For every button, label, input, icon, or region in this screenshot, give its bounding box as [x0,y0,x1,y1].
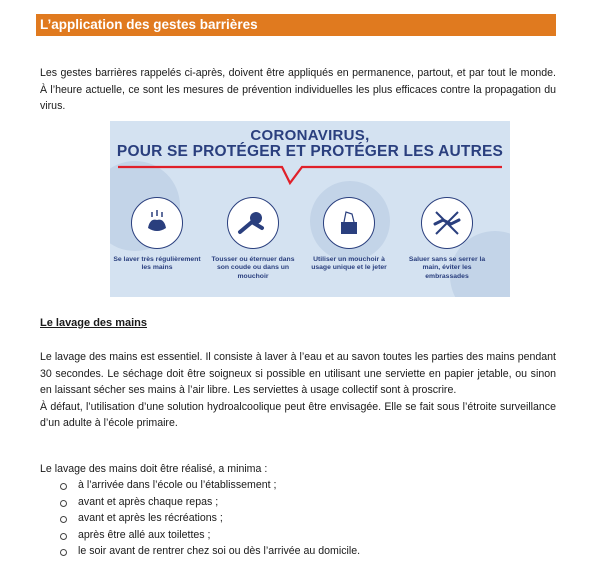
no-handshake-icon [421,197,473,249]
gesture-handwash [112,197,202,273]
gesture-no-handshake [402,197,492,281]
gesture-caption: Tousser ou éternuer dans son coude ou dans un mouchoir [211,256,295,280]
section-title-banner: L’application des gestes barrières [36,14,556,36]
handwash-paragraph [40,349,556,432]
coronavirus-poster [110,121,510,297]
list-item-text: à l’arrivée dans l’école ou l’établissement ; [78,479,277,491]
gesture-caption: Utiliser un mouchoir à usage unique et le jeter [311,256,387,272]
minima-list [56,477,360,560]
bullet-icon [60,483,67,490]
list-item [56,527,360,544]
list-item-text: avant et après les récréations ; [78,512,223,524]
list-item [56,543,360,560]
bullet-icon [60,500,67,507]
handwash-icon [131,197,183,249]
intro-paragraph: Les gestes barrières rappelés ci-après, doivent être appliqués en permanence, partout, et par tout le monde. À l’heure actuelle, ce sont les mesures de prévention individuelles les plus efficaces contre la propagation du virus. [40,67,556,112]
gesture-cough-elbow [208,197,298,281]
cough-elbow-icon [227,197,279,249]
list-item [56,510,360,527]
tissue-icon [323,197,375,249]
handwash-heading: Le lavage des mains [40,317,147,329]
list-item [56,494,360,511]
handwash-text: Le lavage des mains est essentiel. Il consiste à laver à l’eau et au savon toutes les parties des mains pendant 30 secondes. Le séchage doit être soigneux si possible en utilisant une serviette en papier jetable, ou sinon en laissant sécher ses mains à l’air libre. Les serviettes à usage collectif sont à proscrire. [40,351,556,396]
gesture-caption: Saluer sans se serrer la main, éviter les embrassades [408,256,486,280]
poster-title-line1: CORONAVIRUS, [250,127,370,144]
bullet-icon [60,516,67,523]
list-item-text: avant et après chaque repas ; [78,495,219,508]
list-item [56,477,360,494]
list-item-text: après être allé aux toilettes ; [78,528,211,541]
bullet-icon [60,549,67,556]
poster-title-line2: POUR SE PROTÉGER ET PROTÉGER LES AUTRES [116,143,504,160]
minima-intro: Le lavage des mains doit être réalisé, a minima : [40,463,268,475]
gesture-caption: Se laver très régulièrement les mains [113,256,201,272]
gesture-tissue [304,197,394,273]
list-item-text: le soir avant de rentrer chez soi ou dès l’arrivée au domicile. [78,545,361,557]
hydro-text: À défaut, l’utilisation d’une solution hydroalcoolique peut être envisagée. Elle se fait sous l’étroite surveillance d’un adulte à l’école primaire. [40,400,556,429]
bullet-icon [60,533,67,540]
